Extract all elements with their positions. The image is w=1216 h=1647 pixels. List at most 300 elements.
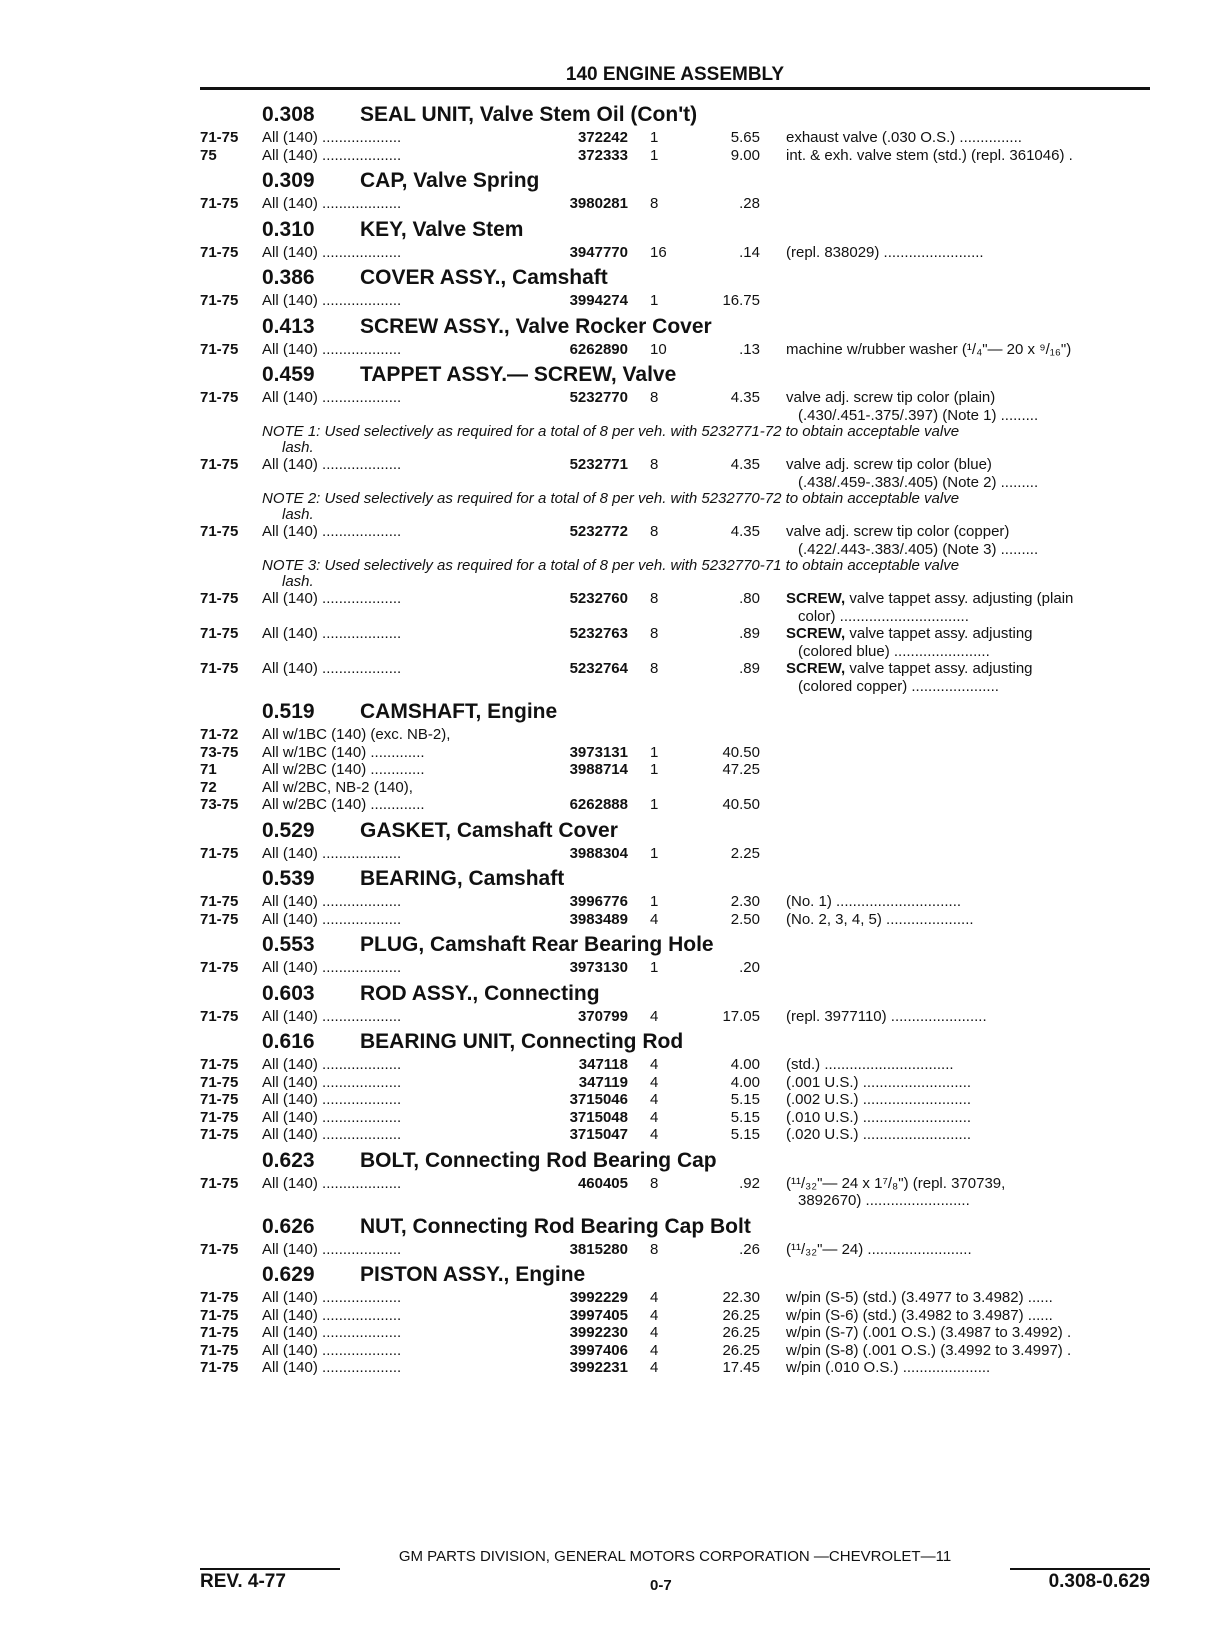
- footnote: [262, 558, 1150, 590]
- model-years: 71-75: [200, 1306, 239, 1324]
- model-years: 72: [200, 778, 217, 796]
- section-number: 0.626: [262, 1214, 315, 1238]
- table-row: [200, 660, 1150, 695]
- footnote-continuation: lash.: [282, 506, 314, 523]
- price: 5.15: [730, 1091, 760, 1108]
- quantity: 1: [650, 292, 659, 309]
- application: All (140) ...................: [262, 129, 402, 146]
- section-title: [262, 360, 1150, 389]
- price: .80: [739, 590, 760, 607]
- part-number: 347118: [578, 1056, 628, 1073]
- price: .28: [739, 195, 760, 212]
- description: [786, 389, 1150, 424]
- table-row: [200, 1091, 1150, 1109]
- table-row: [200, 1126, 1150, 1144]
- section-title: [262, 215, 1150, 244]
- part-number: 3992231: [569, 1359, 628, 1376]
- part-number: 372242: [577, 129, 628, 146]
- model-years: 71-75: [200, 1073, 239, 1091]
- section-range: 0.308-0.629: [1048, 1571, 1150, 1592]
- description-line: (.001 U.S.) ..........................: [786, 1073, 972, 1091]
- quantity: 4: [650, 1007, 659, 1025]
- description: [786, 456, 1150, 491]
- description: [786, 911, 1150, 929]
- quantity: 1: [650, 844, 659, 862]
- description-line: valve tappet assy. adjusting: [845, 625, 1033, 642]
- price: 5.15: [730, 1126, 760, 1143]
- description-bold: SCREW,: [786, 590, 846, 607]
- description: [786, 523, 1150, 558]
- section-number: 0.539: [262, 867, 315, 890]
- price: 47.25: [722, 761, 760, 778]
- description-line: (.020 U.S.) ..........................: [786, 1126, 972, 1143]
- footnote-text: NOTE 2: Used selectively as required for a total of 8 per veh. with 5232770-72 to obtain acceptable valve: [262, 490, 960, 507]
- model-years: 73-75: [200, 743, 239, 761]
- quantity: 4: [650, 1091, 659, 1108]
- description-continuation: color) ...............................: [798, 607, 969, 625]
- section: [200, 263, 1150, 310]
- section-number: 0.529: [262, 818, 315, 842]
- section-number: 0.309: [262, 169, 315, 192]
- price: .26: [739, 1240, 760, 1258]
- description-bold: SCREW,: [786, 625, 846, 642]
- application: All (140) ...................: [262, 456, 402, 473]
- description: [786, 1324, 1150, 1342]
- table-row: [200, 590, 1150, 625]
- table-row: [200, 1175, 1150, 1210]
- section-name: COVER ASSY., Camshaft: [360, 266, 608, 289]
- section-title: [262, 1146, 1150, 1175]
- description-continuation: (colored blue) .......................: [798, 642, 990, 660]
- application: All (140) ...................: [262, 1174, 402, 1192]
- section-title: [262, 1260, 1150, 1289]
- model-years: 71-75: [200, 456, 239, 473]
- section-name: CAMSHAFT, Engine: [360, 700, 558, 723]
- model-years: 75: [200, 146, 217, 164]
- model-years: 71-75: [200, 1240, 239, 1258]
- table-row: [200, 195, 1150, 213]
- description-line: (repl. 838029) ........................: [786, 243, 984, 261]
- section-name: SEAL UNIT, Valve Stem Oil (Con't): [360, 103, 698, 126]
- quantity: 16: [650, 243, 667, 261]
- description: [786, 1008, 1150, 1026]
- quantity: 8: [650, 1240, 659, 1258]
- footnote-text: NOTE 3: Used selectively as required for a total of 8 per veh. with 5232770-71 to obtain acceptable valve: [262, 557, 960, 574]
- model-years: 71-75: [200, 1126, 239, 1143]
- description-line: w/pin (.010 O.S.) .....................: [786, 1359, 991, 1376]
- footer-rule-left: [200, 1568, 340, 1570]
- model-years: 71-75: [200, 1007, 239, 1025]
- part-number: 5232764: [569, 660, 628, 677]
- application: All (140) ...................: [262, 146, 402, 164]
- footnote-continuation: lash.: [282, 439, 314, 456]
- application: All (140) ...................: [262, 1091, 402, 1108]
- part-number: 3715048: [569, 1108, 628, 1126]
- table-row: [200, 1074, 1150, 1092]
- description: [786, 625, 1150, 660]
- footnote: [262, 491, 1150, 523]
- description: [786, 147, 1150, 165]
- section-name: NUT, Connecting Rod Bearing Cap Bolt: [360, 1214, 751, 1238]
- quantity: 1: [650, 129, 659, 146]
- description: [786, 1289, 1150, 1307]
- application: All (140) ...................: [262, 1108, 402, 1126]
- model-years: 71-75: [200, 1091, 239, 1108]
- part-number: 460405: [577, 1174, 628, 1192]
- quantity: 8: [650, 195, 659, 212]
- model-years: 71-75: [200, 660, 239, 677]
- table-row: [200, 779, 1150, 797]
- quantity: 4: [650, 1324, 659, 1341]
- description: [786, 1091, 1150, 1109]
- application: All (140) ...................: [262, 1306, 402, 1324]
- part-number: 3994274: [569, 292, 628, 309]
- model-years: 71-75: [200, 590, 239, 607]
- quantity: 1: [650, 893, 659, 910]
- price: 4.35: [730, 523, 760, 540]
- part-number: 3715046: [569, 1091, 628, 1108]
- application: All w/2BC (140) .............: [262, 761, 425, 778]
- table-row: [200, 1324, 1150, 1342]
- table-row: [200, 761, 1150, 779]
- part-number: 3815280: [569, 1240, 628, 1258]
- quantity: 4: [650, 1056, 659, 1073]
- part-number: 3973131: [569, 743, 628, 761]
- section-name: PLUG, Camshaft Rear Bearing Hole: [360, 933, 714, 956]
- quantity: 1: [650, 796, 659, 813]
- description-line: (.010 U.S.) ..........................: [786, 1108, 972, 1126]
- description: [786, 1359, 1150, 1377]
- description-line: valve tappet assy. adjusting (plain: [845, 590, 1074, 607]
- table-row: [200, 959, 1150, 977]
- description-continuation: 3892670) .........................: [798, 1192, 970, 1209]
- description-line: valve adj. screw tip color (plain): [786, 389, 996, 406]
- table-row: [200, 845, 1150, 863]
- revision-label: REV. 4-77: [200, 1571, 286, 1592]
- section: [200, 1146, 1150, 1210]
- part-number: 5232771: [569, 456, 628, 473]
- section: [200, 1027, 1150, 1144]
- quantity: 4: [650, 1341, 659, 1359]
- description-continuation: (.438/.459-.383/.405) (Note 2) .........: [798, 473, 1039, 491]
- quantity: 4: [650, 1108, 659, 1126]
- table-row: [200, 389, 1150, 424]
- description-line: machine w/rubber washer (¹/₄"— 20 x ⁹/₁₆"): [786, 340, 1072, 358]
- table-row: [200, 726, 1150, 744]
- section-number: 0.623: [262, 1148, 315, 1172]
- description-bold: SCREW,: [786, 660, 846, 677]
- table-row: [200, 1307, 1150, 1325]
- section-title: [262, 166, 1150, 195]
- description: [786, 1241, 1150, 1259]
- application: All (140) ...................: [262, 1289, 402, 1306]
- model-years: 71-75: [200, 893, 239, 910]
- section-title: [262, 697, 1150, 726]
- table-row: [200, 1056, 1150, 1074]
- model-years: 71-75: [200, 844, 239, 862]
- footer-corporation: GM PARTS DIVISION, GENERAL MOTORS CORPORATION —CHEVROLET—11: [398, 1548, 952, 1565]
- quantity: 4: [650, 1359, 659, 1376]
- price: 5.15: [730, 1108, 760, 1126]
- description: [786, 1342, 1150, 1360]
- section-name: SCREW ASSY., Valve Rocker Cover: [360, 314, 712, 338]
- section-title: [262, 312, 1150, 341]
- model-years: 71-75: [200, 1341, 239, 1359]
- table-row: [200, 244, 1150, 262]
- part-number: 5232763: [569, 625, 628, 642]
- table-row: [200, 1109, 1150, 1127]
- price: 26.25: [722, 1341, 760, 1359]
- price: 2.30: [730, 893, 760, 910]
- model-years: 71-75: [200, 1289, 239, 1306]
- description-line: (No. 2, 3, 4, 5) .....................: [786, 910, 974, 928]
- application: All w/1BC (140) (exc. NB-2),: [262, 726, 451, 743]
- quantity: 1: [650, 146, 659, 164]
- price: .92: [739, 1174, 760, 1192]
- application: All (140) ...................: [262, 1073, 402, 1091]
- table-row: [200, 1289, 1150, 1307]
- description-line: valve adj. screw tip color (blue): [786, 456, 992, 473]
- model-years: 71-75: [200, 1108, 239, 1126]
- application: All (140) ...................: [262, 195, 402, 212]
- model-years: 71-75: [200, 129, 239, 146]
- description-line: (No. 1) ..............................: [786, 893, 962, 910]
- application: All (140) ...................: [262, 389, 402, 406]
- application: All (140) ...................: [262, 1359, 402, 1376]
- section-name: CAP, Valve Spring: [360, 169, 540, 192]
- parts-list: [200, 100, 1150, 1379]
- table-row: [200, 341, 1150, 359]
- description-line: (.002 U.S.) ..........................: [786, 1091, 972, 1108]
- part-number: 3997406: [569, 1341, 628, 1359]
- price: 5.65: [730, 129, 760, 146]
- section-title: [262, 1027, 1150, 1056]
- price: .89: [739, 660, 760, 677]
- section-number: 0.519: [262, 700, 315, 723]
- price: 22.30: [722, 1289, 760, 1306]
- section: [200, 1260, 1150, 1377]
- model-years: 71-75: [200, 1359, 239, 1376]
- description: [786, 1074, 1150, 1092]
- footnote-continuation: lash.: [282, 573, 314, 590]
- description: [786, 244, 1150, 262]
- application: All (140) ...................: [262, 340, 402, 358]
- section: [200, 1212, 1150, 1259]
- quantity: 4: [650, 1126, 659, 1143]
- section-title: [262, 1212, 1150, 1241]
- section: [200, 215, 1150, 262]
- table-row: [200, 911, 1150, 929]
- table-row: [200, 1359, 1150, 1377]
- section-title: [262, 100, 1150, 129]
- application: All (140) ...................: [262, 910, 402, 928]
- table-row: [200, 893, 1150, 911]
- part-number: 5232760: [569, 590, 628, 607]
- price: 4.35: [730, 389, 760, 406]
- description-line: w/pin (S-5) (std.) (3.4977 to 3.4982) ......: [786, 1289, 1053, 1306]
- model-years: 71: [200, 761, 217, 778]
- table-row: [200, 292, 1150, 310]
- section: [200, 697, 1150, 814]
- model-years: 71-75: [200, 1174, 239, 1192]
- application: All (140) ...................: [262, 893, 402, 910]
- model-years: 71-75: [200, 1056, 239, 1073]
- quantity: 4: [650, 1306, 659, 1324]
- quantity: 8: [650, 625, 659, 642]
- table-row: [200, 1342, 1150, 1360]
- description-line: w/pin (S-8) (.001 O.S.) (3.4992 to 3.4997) .: [786, 1341, 1072, 1359]
- section: [200, 864, 1150, 928]
- table-row: [200, 147, 1150, 165]
- description: [786, 129, 1150, 147]
- section-number: 0.603: [262, 981, 315, 1005]
- part-number: 3988304: [569, 844, 628, 862]
- quantity: 4: [650, 1073, 659, 1091]
- table-row: [200, 1241, 1150, 1259]
- section-name: BEARING UNIT, Connecting Rod: [360, 1030, 684, 1053]
- section: [200, 360, 1150, 695]
- part-number: 3997405: [569, 1306, 628, 1324]
- description: [786, 341, 1150, 359]
- part-number: 6262890: [569, 340, 628, 358]
- section: [200, 312, 1150, 359]
- application: All (140) ...................: [262, 625, 402, 642]
- application: All (140) ...................: [262, 1007, 402, 1025]
- quantity: 1: [650, 959, 659, 976]
- application: All (140) ...................: [262, 1126, 402, 1143]
- application: All (140) ...................: [262, 1056, 402, 1073]
- page-header: 140 ENGINE ASSEMBLY: [200, 64, 1150, 90]
- description: [786, 1109, 1150, 1127]
- model-years: 71-75: [200, 1324, 239, 1341]
- part-number: 6262888: [569, 796, 628, 813]
- price: .14: [739, 243, 760, 261]
- application: All (140) ...................: [262, 1240, 402, 1258]
- section-name: ROD ASSY., Connecting: [360, 981, 600, 1005]
- section-name: TAPPET ASSY.— SCREW, Valve: [360, 363, 677, 386]
- section: [200, 816, 1150, 863]
- footer-rule-right: [1010, 1568, 1150, 1570]
- part-number: 3992230: [569, 1324, 628, 1341]
- application: All w/1BC (140) .............: [262, 743, 425, 761]
- application: All (140) ...................: [262, 844, 402, 862]
- application: All (140) ...................: [262, 959, 402, 976]
- description-line: valve adj. screw tip color (copper): [786, 523, 1010, 540]
- model-years: 71-75: [200, 910, 239, 928]
- part-number: 3947770: [569, 243, 628, 261]
- table-row: [200, 1008, 1150, 1026]
- price: 9.00: [730, 146, 760, 164]
- section-title: [262, 816, 1150, 845]
- quantity: 4: [650, 1289, 659, 1306]
- price: 40.50: [722, 743, 760, 761]
- price: .89: [739, 625, 760, 642]
- quantity: 8: [650, 389, 659, 406]
- application: All (140) ...................: [262, 292, 402, 309]
- application: All w/2BC (140) .............: [262, 796, 425, 813]
- model-years: 71-75: [200, 523, 239, 540]
- price: 17.05: [722, 1007, 760, 1025]
- application: All (140) ...................: [262, 1341, 402, 1359]
- quantity: 1: [650, 761, 659, 778]
- part-number: 347119: [578, 1073, 628, 1091]
- quantity: 8: [650, 456, 659, 473]
- model-years: 71-75: [200, 243, 239, 261]
- part-number: 3992229: [569, 1289, 628, 1306]
- part-number: 372333: [577, 146, 628, 164]
- part-number: 3983489: [569, 910, 628, 928]
- price: 17.45: [722, 1359, 760, 1376]
- application: All (140) ...................: [262, 660, 402, 677]
- description: [786, 660, 1150, 695]
- description-line: (repl. 3977110) .......................: [786, 1007, 987, 1025]
- section-number: 0.308: [262, 103, 315, 126]
- quantity: 8: [650, 590, 659, 607]
- price: 16.75: [722, 292, 760, 309]
- footnote-text: NOTE 1: Used selectively as required for a total of 8 per veh. with 5232771-72 to obtain acceptable valve: [262, 423, 960, 440]
- section: [200, 979, 1150, 1026]
- description-line: (¹¹/₃₂"— 24 x 1⁷/₈") (repl. 370739,: [786, 1174, 1006, 1192]
- section: [200, 100, 1150, 164]
- section-title: [262, 979, 1150, 1008]
- model-years: 73-75: [200, 796, 239, 813]
- section-name: BEARING, Camshaft: [360, 867, 565, 890]
- section-title: [262, 930, 1150, 959]
- part-number: 3715047: [569, 1126, 628, 1143]
- section-title: [262, 864, 1150, 893]
- section-number: 0.553: [262, 933, 315, 956]
- description: [786, 1175, 1150, 1210]
- table-row: [200, 625, 1150, 660]
- table-row: [200, 523, 1150, 558]
- quantity: 8: [650, 523, 659, 540]
- part-number: 3996776: [569, 893, 628, 910]
- application: All (140) ...................: [262, 523, 402, 540]
- section-number: 0.629: [262, 1263, 315, 1286]
- section: [200, 166, 1150, 213]
- price: 26.25: [722, 1306, 760, 1324]
- description: [786, 590, 1150, 625]
- part-number: 5232772: [569, 523, 628, 540]
- section-title: [262, 263, 1150, 292]
- page-number: 0-7: [650, 1577, 672, 1594]
- description-line: w/pin (S-6) (std.) (3.4982 to 3.4987) ......: [786, 1306, 1053, 1324]
- model-years: 71-75: [200, 389, 239, 406]
- description-line: (std.) ...............................: [786, 1056, 954, 1073]
- description-continuation: (.430/.451-.375/.397) (Note 1) .........: [798, 406, 1039, 424]
- description-line: valve tappet assy. adjusting: [845, 660, 1033, 677]
- section-number: 0.413: [262, 314, 315, 338]
- model-years: 71-75: [200, 292, 239, 309]
- price: 40.50: [722, 796, 760, 813]
- section-name: BOLT, Connecting Rod Bearing Cap: [360, 1148, 717, 1172]
- description-line: int. & exh. valve stem (std.) (repl. 361046) .: [786, 146, 1073, 164]
- price: 4.00: [730, 1056, 760, 1073]
- model-years: 71-75: [200, 959, 239, 976]
- application: All (140) ...................: [262, 590, 402, 607]
- table-row: [200, 744, 1150, 762]
- section-name: KEY, Valve Stem: [360, 217, 524, 241]
- price: 4.35: [730, 456, 760, 473]
- section: [200, 930, 1150, 977]
- table-row: [200, 456, 1150, 491]
- application: All (140) ...................: [262, 1324, 402, 1341]
- section-name: GASKET, Camshaft Cover: [360, 818, 618, 842]
- section-number: 0.459: [262, 363, 315, 386]
- footnote: [262, 424, 1150, 456]
- part-number: 3973130: [569, 959, 628, 976]
- model-years: 71-75: [200, 340, 239, 358]
